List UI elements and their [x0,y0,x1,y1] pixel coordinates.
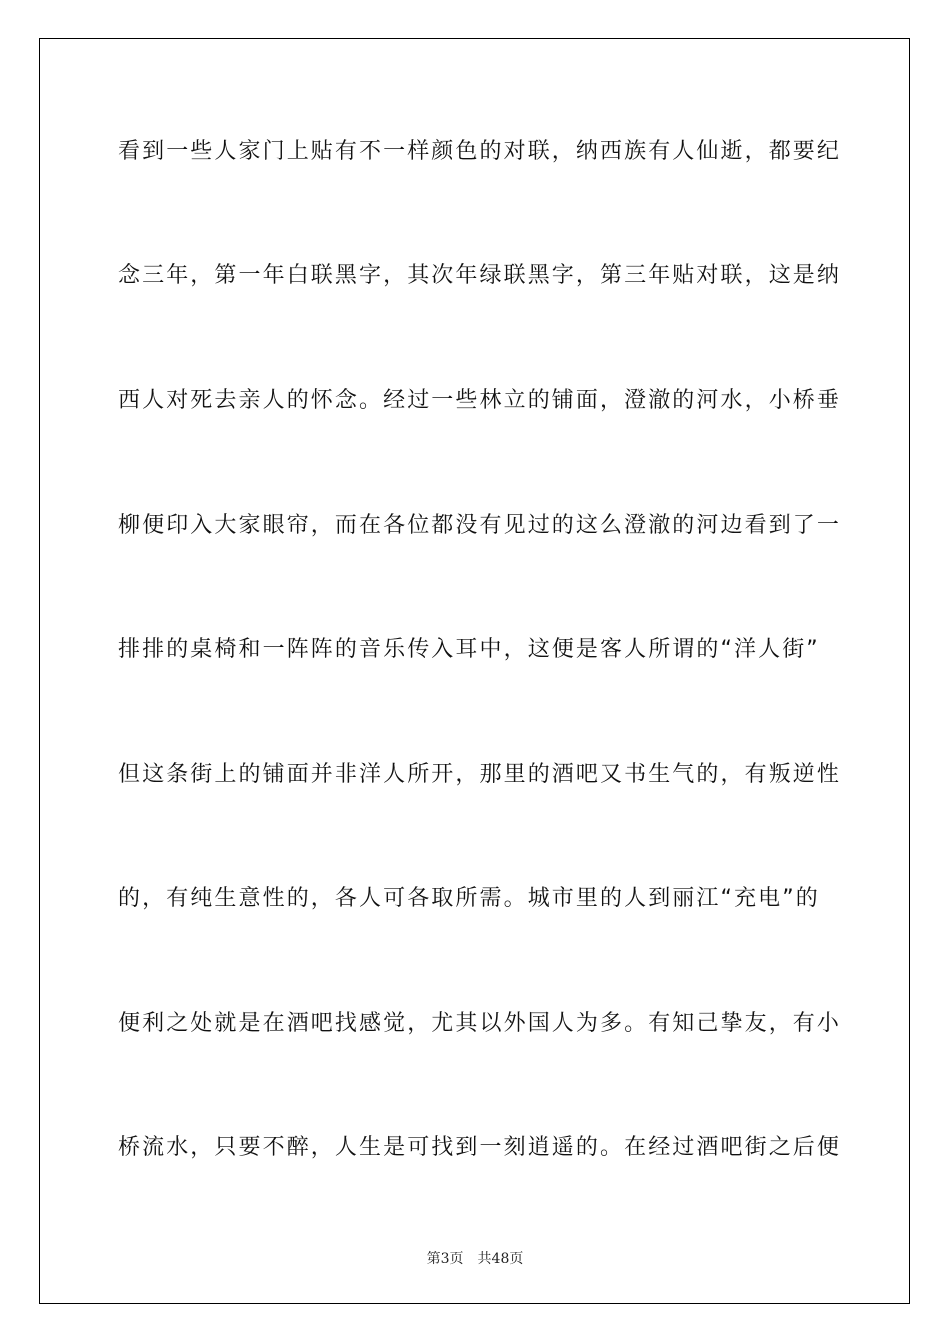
text-line: 桥流水，只要不醉，人生是可找到一刻逍遥的。在经过酒吧街之后便 [118,1135,842,1160]
text-line: 柳便印入大家眼帘，而在各位都没有见过的这么澄澈的河边看到了一 [118,513,842,538]
text-line: 念三年，第一年白联黑字，其次年绿联黑字，第三年贴对联，这是纳 [118,263,842,288]
text-line: 看到一些人家门上贴有不一样颜色的对联，纳西族有人仙逝，都要纪 [118,139,842,164]
text-line: 便利之处就是在酒吧找感觉，尤其以外国人为多。有知己挚友，有小 [118,1011,842,1036]
page-footer [0,1248,950,1268]
text-line: 的，有纯生意性的，各人可各取所需。城市里的人到丽江“充电”的 [118,886,820,911]
text-line: 西人对死去亲人的怀念。经过一些林立的铺面，澄澈的河水，小桥垂 [118,388,842,413]
text-line: 排排的桌椅和一阵阵的音乐传入耳中，这便是客人所谓的“洋人街” [118,637,820,662]
text-line: 但这条街上的铺面并非洋人所开，那里的酒吧又书生气的，有叛逆性 [118,762,842,787]
page-number: 第3页 [426,1251,464,1267]
page-total: 共48页 [477,1251,524,1267]
page-border [39,38,910,1304]
